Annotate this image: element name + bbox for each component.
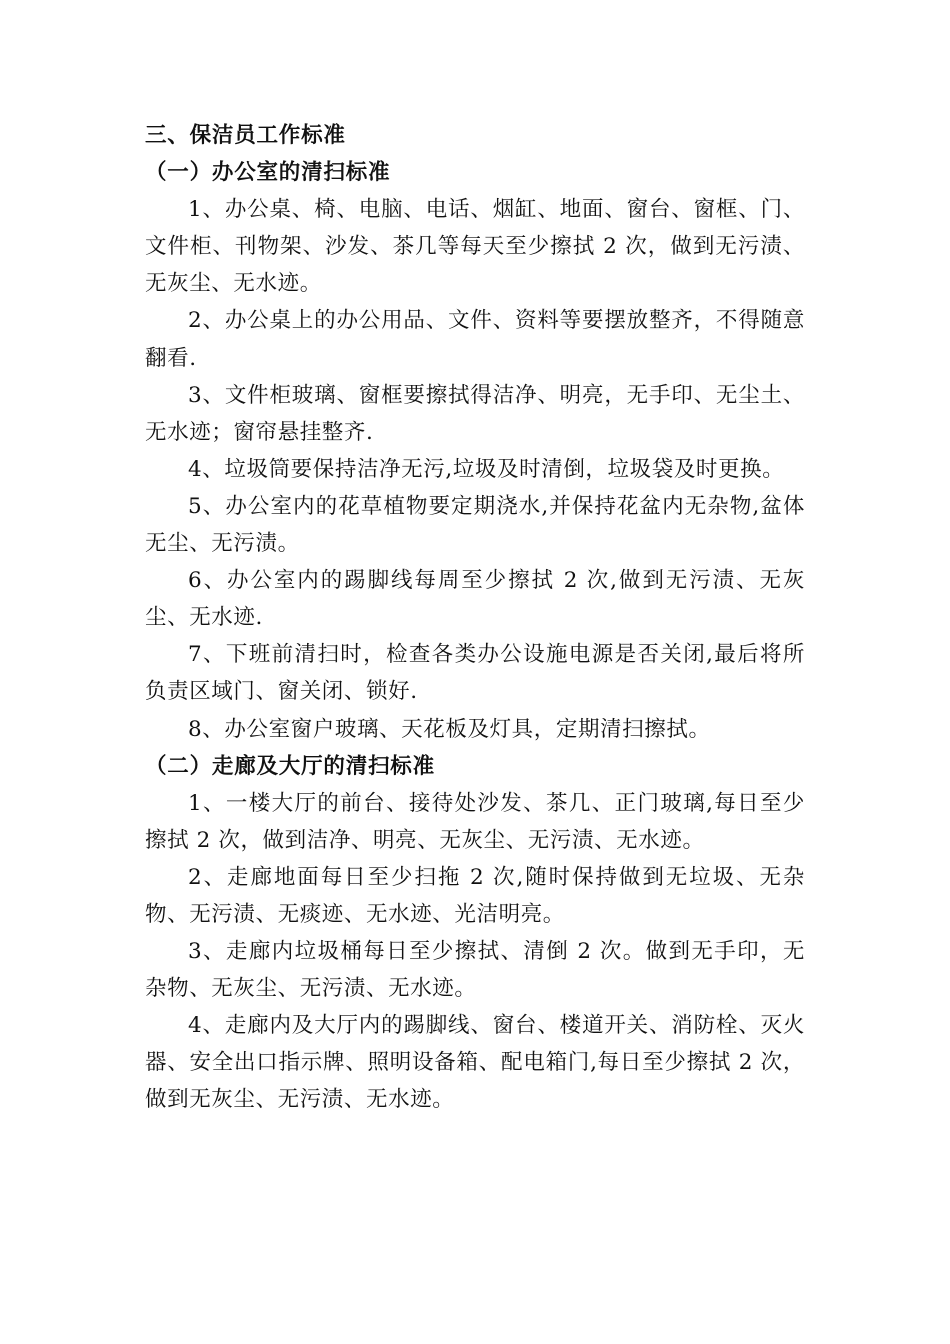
list-item: 2、办公桌上的办公用品、文件、资料等要摆放整齐，不得随意翻看. [145, 308, 805, 371]
list-item: 1、办公桌、椅、电脑、电话、烟缸、地面、窗台、窗框、门、文件柜、刊物架、沙发、茶几等每天至少擦拭 2 次，做到无污渍、无灰尘、无水迹。 [145, 197, 805, 297]
list-item: 1、一楼大厅的前台、接待处沙发、茶几、正门玻璃,每日至少擦拭 2 次，做到洁净、明亮、无灰尘、无污渍、无水迹。 [145, 790, 805, 853]
list-item: 5、办公室内的花草植物要定期浇水,并保持花盆内无杂物,盆体无尘、无污渍。 [145, 493, 805, 557]
section-title: 三、保洁员工作标准 [145, 123, 346, 148]
list-item: 4、垃圾筒要保持洁净无污,垃圾及时清倒，垃圾袋及时更换。 [188, 456, 785, 482]
list-item: 4、走廊内及大厅内的踢脚线、窗台、楼道开关、消防栓、灭火器、安全出口指示牌、照明设备箱、配电箱门,每日至少擦拭 2 次，做到无灰尘、无污渍、无水迹。 [145, 1013, 805, 1113]
list-item: 7、下班前清扫时，检查各类办公设施电源是否关闭,最后将所负责区域门、窗关闭、锁好. [145, 642, 805, 705]
list-item: 6、办公室内的踢脚线每周至少擦拭 2 次,做到无污渍、无灰尘、无水迹. [145, 568, 805, 631]
subsection-title-office: （一）办公室的清扫标准 [145, 160, 391, 186]
list-item: 3、走廊内垃圾桶每日至少擦拭、清倒 2 次。做到无手印，无杂物、无灰尘、无污渍、无水迹。 [145, 939, 805, 1002]
list-item: 8、办公室窗户玻璃、天花板及灯具，定期清扫擦拭。 [188, 716, 711, 742]
list-item: 2、走廊地面每日至少扫拖 2 次,随时保持做到无垃圾、无杂物、无污渍、无痰迹、无水迹、光洁明亮。 [145, 864, 805, 927]
subsection-title-corridor: （二）走廊及大厅的清扫标准 [145, 753, 435, 779]
list-item: 3、文件柜玻璃、窗框要擦拭得洁净、明亮，无手印、无尘土、无水迹；窗帘悬挂整齐. [145, 382, 805, 445]
document-body [145, 117, 805, 1119]
